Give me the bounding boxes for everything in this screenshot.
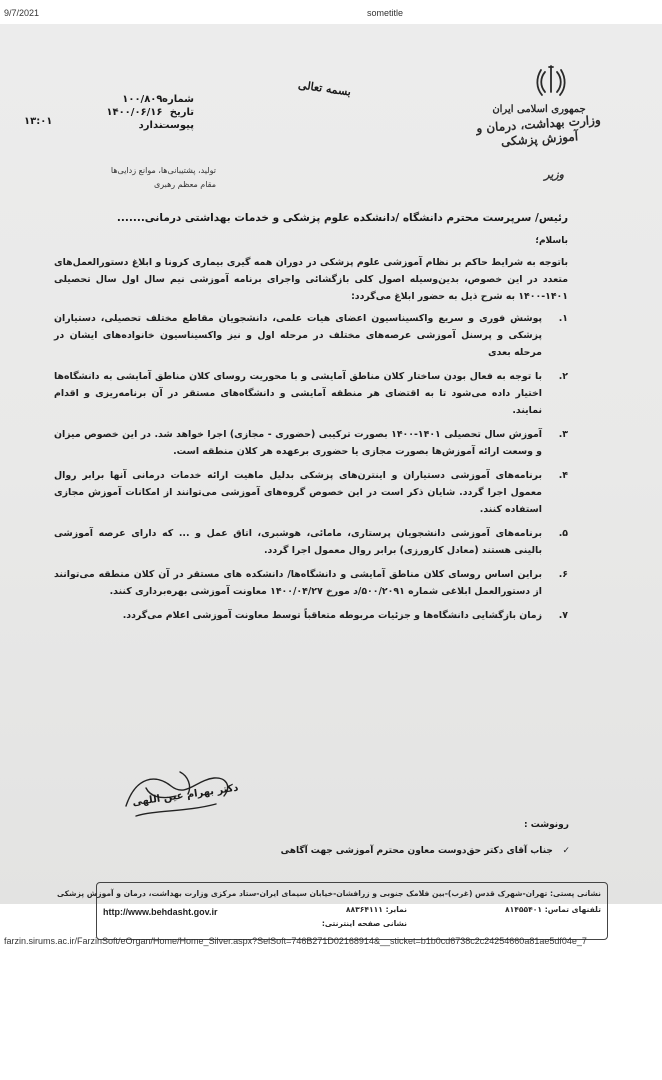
print-date: 9/7/2021 <box>4 8 40 18</box>
recipient-line: رئیس/ سرپرست محترم دانشگاه /دانشکده علوم پزشکی و خدمات بهداشتی درمانی....... <box>116 212 568 224</box>
footer-site-label: نشانی صفحه اینترنتی: <box>321 919 407 928</box>
ministry-line2: وزارت بهداشت، درمان و آموزش پزشکی <box>475 112 602 149</box>
meta-number: ۱۰۰/۸۰۹ <box>122 94 163 105</box>
item-number: ۱. <box>558 313 568 324</box>
item-text: آموزش سال تحصیلی ۱۴۰۱-۱۴۰۰ بصورت ترکیبی (حضوری - مجازی) اجرا خواهد شد. در این خصوص میزان و وسعت ارائه آموزش‌ها بصورت مجازی یا حضوری برعهده هر کلان منطقه است. <box>54 429 542 457</box>
item-text: برنامه‌های آموزشی دانشجویان پرستاری، مامائی، هوشبری، اتاق عمل و ... که دارای عرصه آموزشی بالینی هستند (معادل کارورزی) برابر روال معمول اجرا گردد. <box>54 528 542 556</box>
list-item <box>54 467 568 518</box>
list-item <box>54 368 568 419</box>
meta-attachment: ندارد <box>138 120 163 131</box>
signatory-name: دکتر بهرام عین اللهی <box>131 782 240 809</box>
slogan-line: مقام معظم رهبری <box>153 180 216 189</box>
slogan-tags <box>98 164 216 192</box>
item-number: ۳. <box>558 429 568 440</box>
meta-number-row <box>84 94 194 107</box>
slogan-line: تولید، پشتیبانی‌ها، موانع زدایی‌ها <box>110 166 216 175</box>
list-item <box>54 566 568 600</box>
item-number: ۵. <box>558 528 568 539</box>
item-text: پوشش فوری و سریع واکسیناسیون اعضای هیات علمی، دانشجویان مقاطع مختلف تحصیلی، دستیاران پزشکی و پرسنل آموزشی عرصه‌های مختلف در مرحله اول و نیز واکسیناسیون خانواده‌های ایشان در مرحله بعدی <box>54 313 542 358</box>
footer-address: نشانی پستی: تهران-شهرک قدس (غرب)-بین فلامک جنوبی و زرافشان-خیابان سیمای ایران-ستاد مرکزی وزارت بهداشت، درمان و آموزش پزشکی <box>56 889 601 898</box>
letter-meta <box>84 94 194 133</box>
item-number: ۶. <box>558 569 568 580</box>
cc-recipient-text: جناب آقای دکتر حق‌دوست معاون محترم آموزشی جهت آگاهی <box>280 846 553 856</box>
list-item <box>54 310 568 361</box>
list-item <box>54 426 568 460</box>
item-text: براین اساس روسای کلان مناطق آمایشی و دانشگاه‌ها/ دانشکده های مستقر در آن کلان منطقه می‌توانند از دستورالعمل ابلاغی شماره ۵۰۰/۲۰۹۱/د مورخ ۱۴۰۰/۰۴/۲۷ معاونت آموزشی بهره‌برداری کنند. <box>54 569 542 597</box>
item-number: ۴. <box>558 470 568 481</box>
basmala: بسمه تعالی <box>297 78 352 99</box>
check-icon: ✓ <box>562 846 570 856</box>
letterhead-footer <box>56 882 608 940</box>
print-title: sometitle <box>367 8 404 18</box>
meta-attachment-row <box>84 120 194 133</box>
ministry-line1: جمهوری اسلامی ایران <box>492 104 586 115</box>
footer-phone: تلفنهای تماس: ۸۱۴۵۵۴۰۱ <box>504 905 601 914</box>
iran-emblem-icon <box>536 62 566 106</box>
footer-fax: نمابر: ۸۸۳۶۴۱۱۱ <box>345 905 407 914</box>
meta-attachment-label: پیوست <box>159 120 194 131</box>
letter-body <box>54 254 568 631</box>
meta-number-label: شماره <box>162 94 194 105</box>
cc-recipient <box>270 846 570 856</box>
item-text: با توجه به فعال بودن ساختار کلان مناطق آمایشی و با محوریت روسای کلان مناطق آمایشی به دانشگاه‌ها اختیار داده می‌شود تا به اقتضای هر منطقه آمایشی و دانشگاه‌های مستقر در آن برنامه‌ریزی و اقدام نمایند. <box>54 371 542 416</box>
cc-label: رونوشت : <box>524 820 569 830</box>
letter-page <box>0 24 662 928</box>
side-reference: ۱۳:۰۱ <box>24 116 53 127</box>
print-footer-url: farzin.sirums.ac.ir/FarzinSoft/eOrgan/Home/Home_Silver.aspx?SelSoft=746B271D02168914&__sticket=b1b0cd6738c2c24254660a81ae5df04e_7 <box>4 936 587 946</box>
list-item <box>54 525 568 559</box>
item-number: ۷. <box>558 610 568 621</box>
intro-paragraph: باتوجه به شرایط حاکم بر نظام آموزشی علوم پزشکی در دوران همه گیری بیماری کرونا و ابلاغ دستورالعمل‌های متعدد در این خصوص، بدین‌وسیله اصول کلی بازگشائی واجرای برنامه آموزشی نیم سال اول سال تحصیلی ۱۴۰۱-۱۴۰۰ به شرح ذیل به حضور ابلاغ می‌گردد: <box>54 257 568 302</box>
greeting: باسلام؛ <box>535 236 568 246</box>
ministry-name <box>464 102 614 147</box>
print-header <box>0 0 662 22</box>
directive-list <box>54 310 568 624</box>
meta-date-row <box>84 107 194 120</box>
list-item <box>54 607 568 624</box>
footer-website: http://www.behdasht.gov.ir <box>103 907 218 917</box>
meta-date-label: تاریخ <box>169 107 194 118</box>
item-text: برنامه‌های آموزشی دستیاران و اینترن‌های پزشکی بدلیل ماهیت ارائه خدمات درمانی آنها برابر روال معمول اجرا گردد. شایان ذکر است در این خصوص گروه‌های آموزشی می‌توانند از امکانات آموزش مجازی استفاده کنند. <box>54 470 542 515</box>
item-number: ۲. <box>558 371 568 382</box>
minister-title: وزیر <box>544 168 564 181</box>
item-text: زمان بازگشایی دانشگاه‌ها و جزئیات مربوطه متعاقباً توسط معاونت آموزشی اعلام می‌گردد. <box>122 610 542 621</box>
meta-date: ۱۴۰۰/۰۶/۱۶ <box>106 107 163 118</box>
